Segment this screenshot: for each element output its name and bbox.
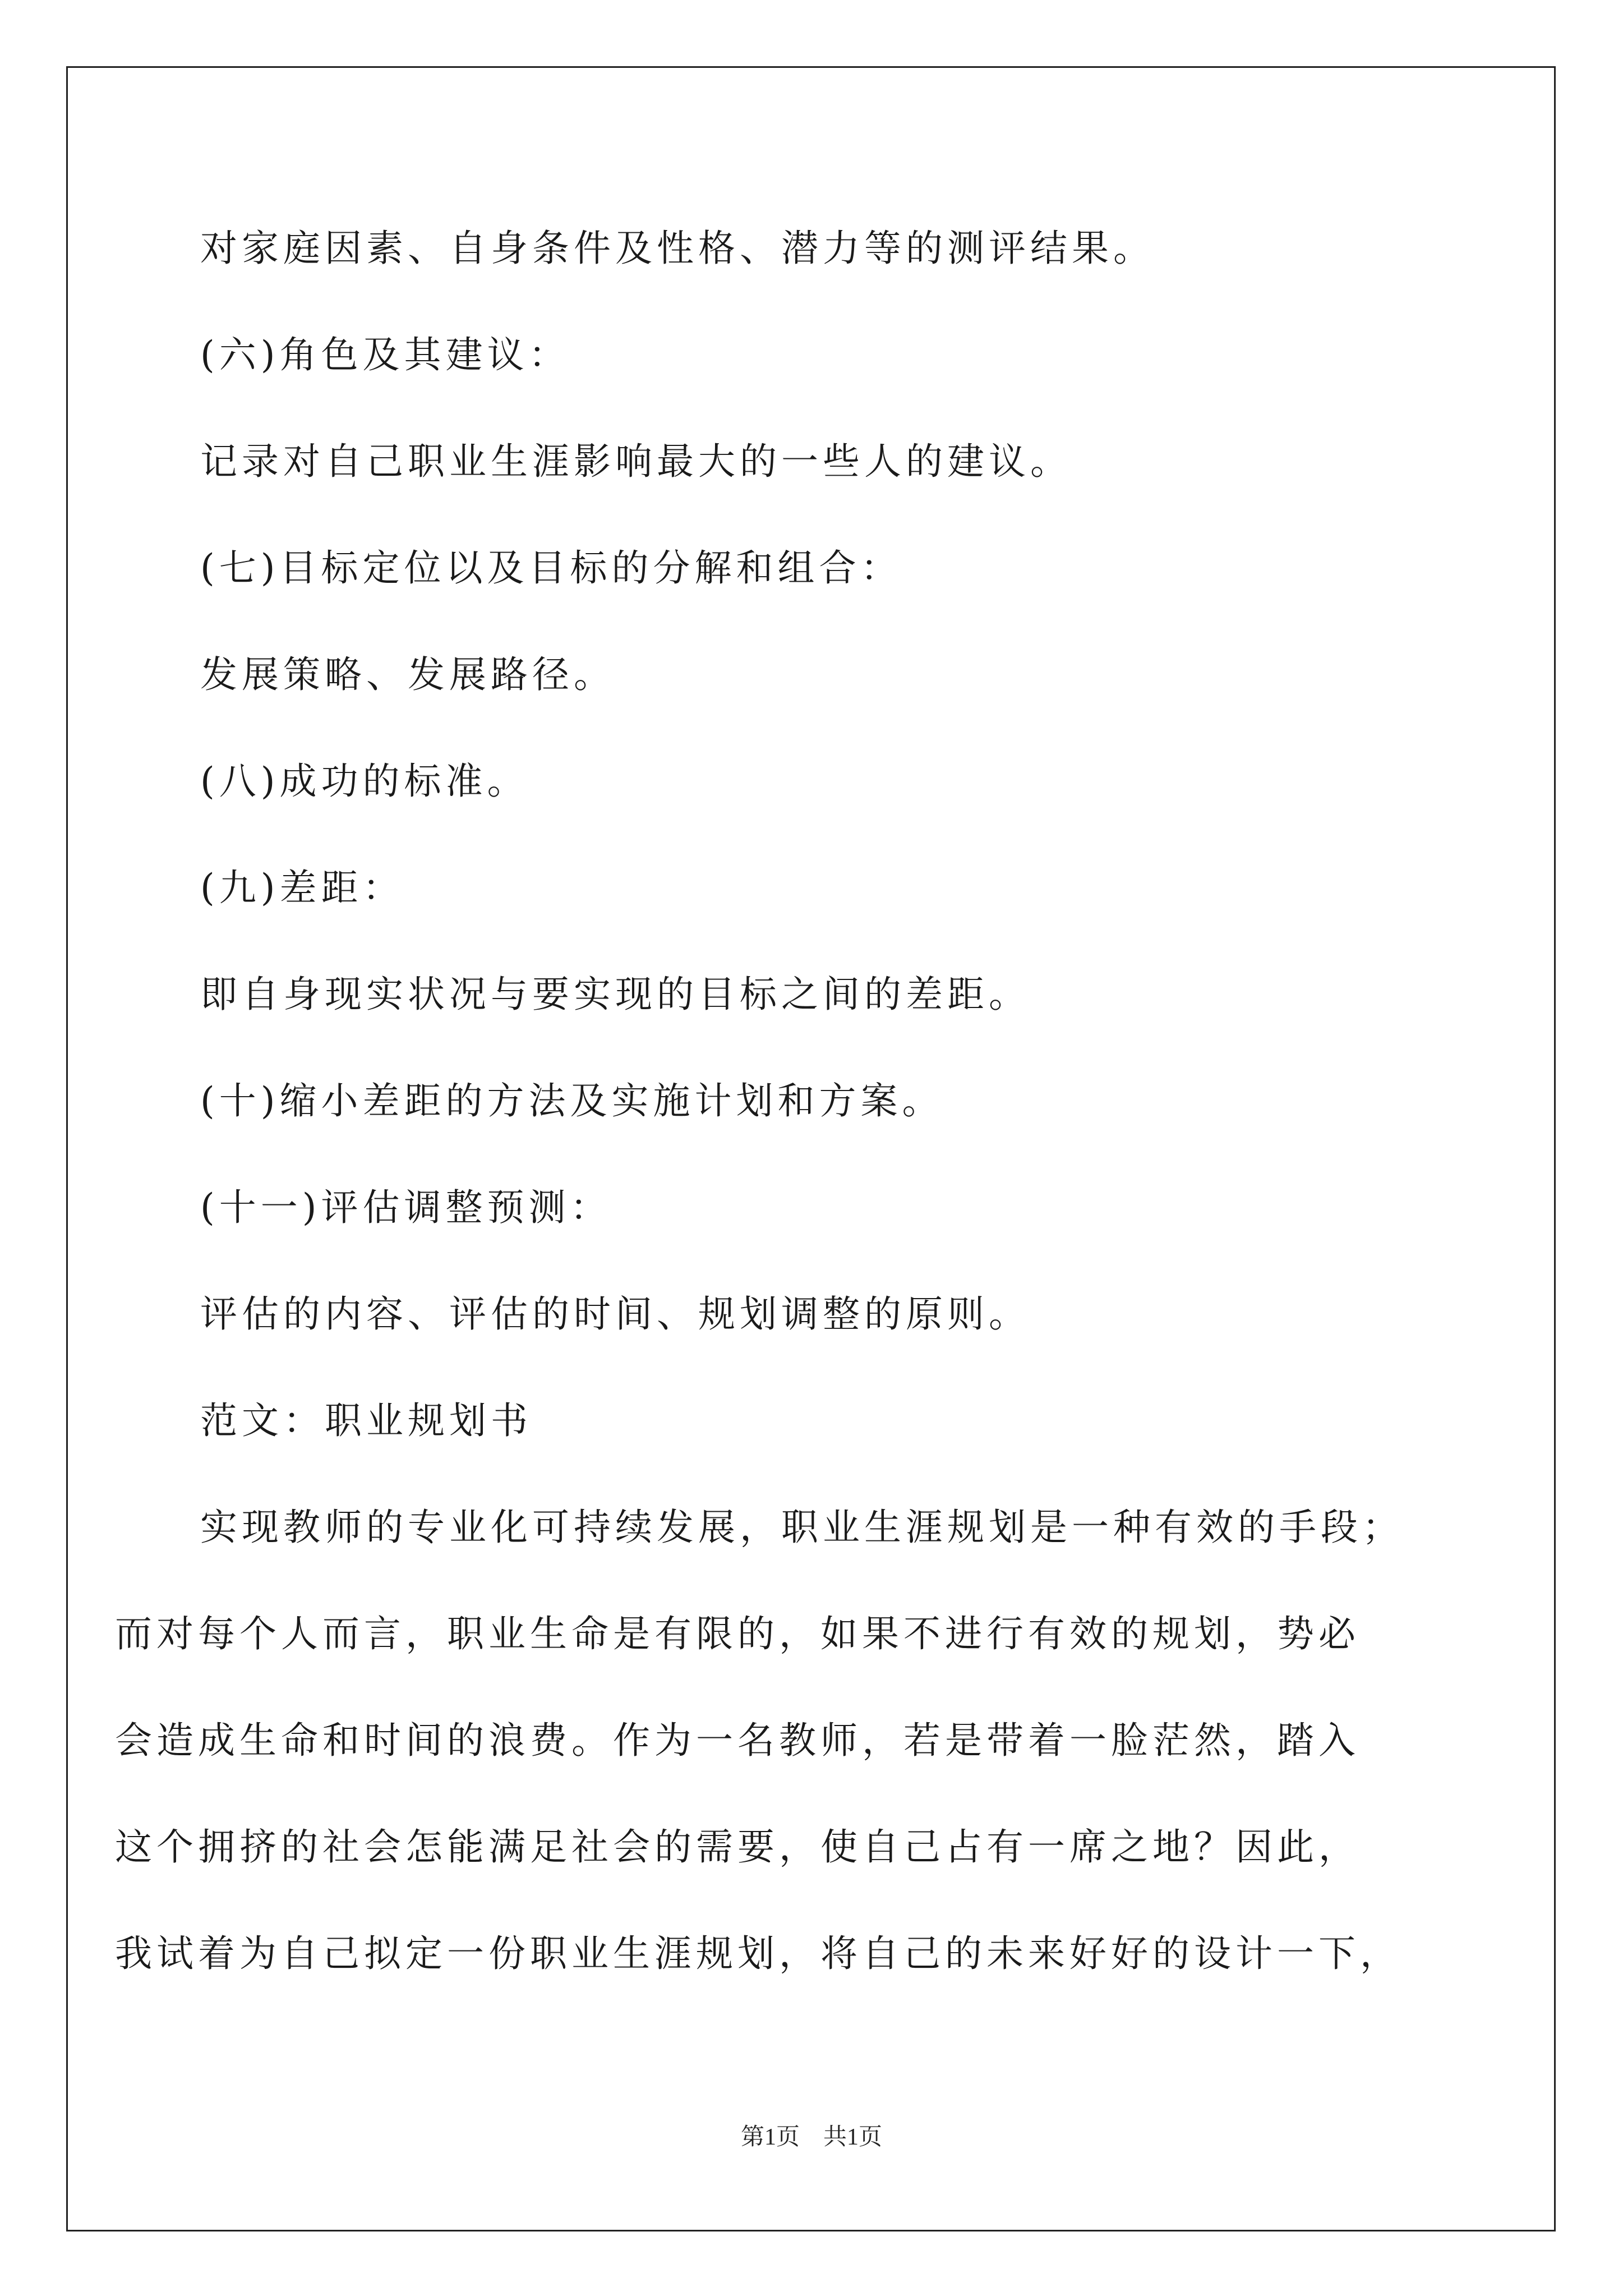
text-line: 实现教师的专业化可持续发展，职业生涯规划是一种有效的手段； bbox=[200, 1506, 1404, 1549]
text-line: 而对每个人而言，职业生命是有限的，如果不进行有效的规划，势必 bbox=[115, 1612, 1360, 1655]
text-line: 评估的内容、评估的时间、规划调整的原则。 bbox=[200, 1292, 1030, 1336]
text-line: 记录对自己职业生涯影响最大的一些人的建议。 bbox=[200, 440, 1072, 483]
text-line: 这个拥挤的社会怎能满足社会的需要，使自己占有一席之地？因此， bbox=[115, 1825, 1360, 1869]
text-line: 范文：职业规划书 bbox=[200, 1399, 532, 1442]
text-line: 我试着为自己拟定一份职业生涯规划，将自己的未来好好的设计一下， bbox=[115, 1932, 1401, 1975]
text-line: (七)目标定位以及目标的分解和组合： bbox=[200, 546, 902, 590]
text-line: 会造成生命和时间的浪费。作为一名教师，若是带着一脸茫然，踏入 bbox=[115, 1719, 1360, 1762]
page-footer: 第1页 共1页 bbox=[740, 2124, 882, 2150]
page-border bbox=[66, 66, 1556, 2231]
text-line: 发展策略、发展路径。 bbox=[200, 653, 615, 696]
text-line: (十)缩小差距的方法及实施计划和方案。 bbox=[200, 1079, 944, 1122]
text-line: (九)差距： bbox=[200, 866, 404, 909]
text-line: (六)角色及其建议： bbox=[200, 333, 570, 376]
text-line: (八)成功的标准。 bbox=[200, 760, 529, 803]
text-line: 对家庭因素、自身条件及性格、潜力等的测评结果。 bbox=[200, 227, 1155, 270]
text-line: (十一)评估调整预测： bbox=[200, 1186, 612, 1229]
text-line: 即自身现实状况与要实现的目标之间的差距。 bbox=[200, 973, 1030, 1016]
